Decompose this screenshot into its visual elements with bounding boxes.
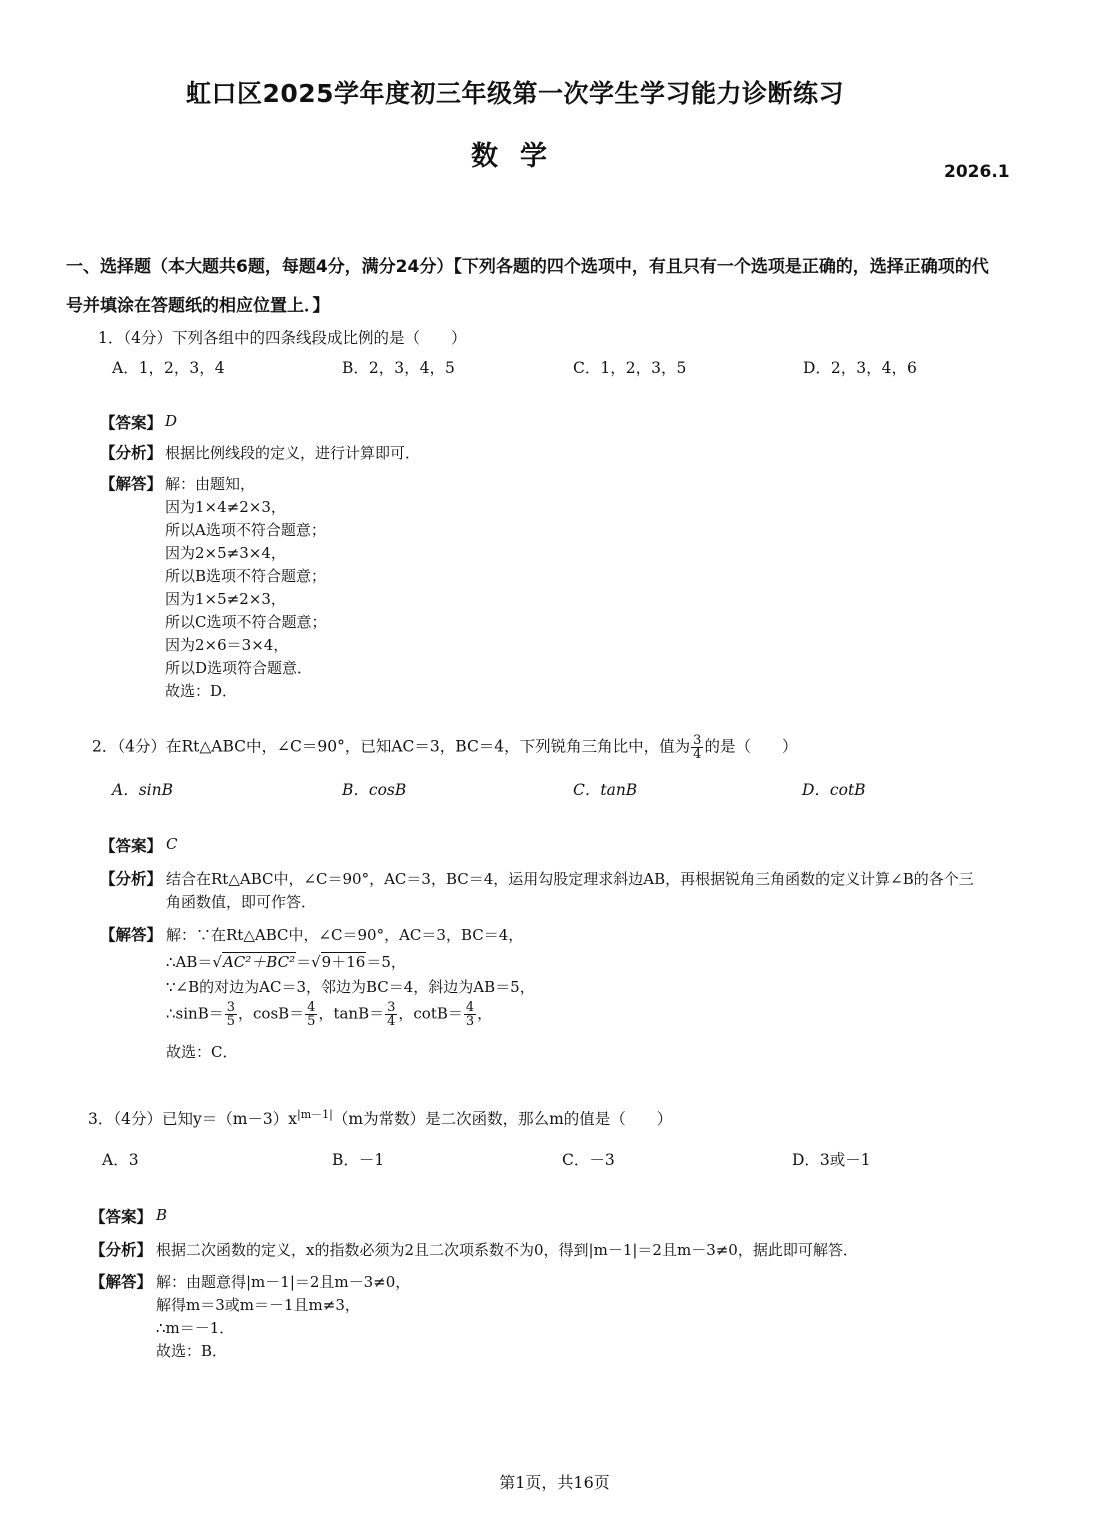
fraction-denominator: 5 — [307, 1014, 316, 1029]
q1-solution-line: 故选：D． — [165, 682, 238, 700]
q3-solution-line: 解得m＝3或m＝－1且m≠3， — [156, 1296, 360, 1314]
solution-text: ∴sinB＝ — [166, 1004, 224, 1023]
q2-stem-tail: 的是（ ） — [704, 737, 798, 756]
page-number: 第1页，共16页 — [499, 1473, 610, 1492]
q3-analysis-label: 【分析】 — [90, 1241, 153, 1259]
q3-analysis-text: 根据二次函数的定义，x的指数必须为2且二次项系数不为0，得到|m－1|＝2且m－3≠0，据此即可解答． — [156, 1241, 858, 1259]
q2-option-d: D．cotB — [802, 781, 866, 799]
solution-text: ＝5， — [366, 953, 406, 971]
q1-solution-line: 所以C选项不符合题意； — [165, 613, 327, 631]
solution-text: ＝ — [296, 953, 312, 971]
q1-analysis-text: 根据比例线段的定义，进行计算即可． — [165, 444, 421, 462]
q2-stem — [92, 734, 797, 761]
q2-solution-line: ∵∠B的对边为AC＝3，邻边为BC＝4，斜边为AB＝5， — [166, 978, 535, 996]
q2-analysis-label: 【分析】 — [100, 870, 163, 888]
fraction-numerator: 3 — [226, 1000, 236, 1015]
q1-solution-line: 因为2×5≠3×4， — [165, 544, 286, 562]
q2-answer-label: 【答案】 — [100, 837, 163, 855]
q1-solution-line: 所以D选项符合题意． — [165, 659, 313, 677]
section-heading-line1: 一、选择题（本大题共6题，每题4分，满分24分）【下列各题的四个选项中，有且只有一个选项是正确的，选择正确项的代 — [66, 257, 989, 277]
q1-answer-label: 【答案】 — [100, 414, 163, 432]
q3-solution-line: ∴m＝－1． — [156, 1319, 235, 1337]
q3-option-d: D．3或－1 — [792, 1151, 871, 1169]
fraction-denominator: 5 — [226, 1014, 236, 1029]
q2-analysis-line2: 角函数值，即可作答． — [166, 893, 317, 911]
q1-solution-line: 所以B选项不符合题意； — [165, 567, 327, 585]
q2-analysis-line1: 结合在Rt△ABC中，∠C＝90°，AC＝3，BC＝4，运用勾股定理求斜边AB，再根据锐角三角函数的定义计算∠B的各个三 — [166, 870, 974, 888]
q2-stem-text: 2．（4分）在Rt△ABC中，∠C＝90°，已知AC＝3，BC＝4，下列锐角三角比中，值为 — [92, 737, 691, 756]
q1-option-d: D．2，3，4，6 — [803, 359, 917, 377]
solution-text: ，cosB＝ — [238, 1004, 305, 1023]
q1-answer-value: D — [165, 412, 178, 430]
q3-exponent: |m－1| — [297, 1108, 333, 1121]
fraction — [305, 1001, 317, 1028]
radicand: AC²＋BC² — [222, 953, 296, 971]
q2-option-c: C．tanB — [573, 781, 638, 799]
q1-solution-line: 因为2×6＝3×4， — [165, 636, 289, 654]
q2-option-b: B．cosB — [342, 781, 407, 799]
q3-answer-value: B — [156, 1206, 168, 1224]
solution-text: ，tanB＝ — [318, 1004, 385, 1023]
q1-solution-line: 所以A选项不符合题意； — [165, 521, 326, 539]
q3-option-b: B．－1 — [332, 1151, 385, 1169]
q1-analysis-label: 【分析】 — [100, 444, 163, 462]
section-heading-line2: 号并填涂在答题纸的相应位置上．】 — [66, 296, 330, 316]
q1-solution-label: 【解答】 — [100, 475, 163, 493]
q2-answer-value: C — [166, 835, 178, 853]
q2-solution-label: 【解答】 — [100, 926, 163, 944]
exam-date: 2026.1 — [944, 162, 1010, 182]
fraction-denominator: 3 — [465, 1014, 475, 1029]
q3-stem-text: 3．（4分）已知y＝（m－3）x — [88, 1110, 298, 1129]
q3-option-a: A．3 — [102, 1151, 139, 1169]
sqrt-icon: √ — [212, 953, 222, 971]
sqrt-icon: √ — [311, 953, 321, 971]
q2-solution-line — [166, 951, 406, 972]
fraction-denominator: 4 — [387, 1014, 396, 1029]
q2-stem-fraction — [691, 734, 703, 761]
fraction — [464, 1001, 476, 1028]
q3-answer-label: 【答案】 — [90, 1208, 153, 1226]
fraction-denominator: 4 — [693, 747, 702, 762]
fraction-numerator: 4 — [307, 1000, 316, 1015]
solution-text: ， — [477, 1004, 493, 1023]
fraction-numerator: 3 — [387, 1000, 396, 1015]
q1-option-b: B．2，3，4，5 — [342, 359, 455, 377]
q1-solution-line: 解：由题知， — [165, 475, 256, 493]
radicand: 9＋16 — [321, 953, 366, 971]
q2-solution-line — [166, 1001, 492, 1028]
fraction — [385, 1001, 397, 1028]
q3-stem — [88, 1106, 672, 1129]
solution-text: ∴AB＝ — [166, 953, 213, 971]
fraction-numerator: 4 — [465, 1000, 475, 1015]
q3-solution-line: 故选：B． — [156, 1342, 228, 1360]
q2-option-a: A．sinB — [112, 781, 173, 799]
q2-solution-line: 故选：C． — [166, 1043, 238, 1061]
q1-option-c: C．1，2，3，5 — [573, 359, 687, 377]
q1-option-a: A．1，2，3，4 — [112, 359, 225, 377]
q3-stem-tail: （m为常数）是二次函数，那么m的值是（ ） — [332, 1110, 673, 1129]
q1-solution-line: 因为1×5≠2×3， — [165, 590, 286, 608]
solution-text: ，cotB＝ — [398, 1004, 463, 1023]
q1-stem: 1．（4分）下列各组中的四条线段成比例的是（ ） — [98, 329, 467, 347]
fraction — [225, 1001, 237, 1028]
q2-solution-line: 解：∵在Rt△ABC中，∠C＝90°，AC＝3，BC＝4， — [166, 926, 524, 944]
subject-title: 数学 — [471, 141, 569, 172]
q1-solution-line: 因为1×4≠2×3， — [165, 498, 286, 516]
q3-solution-line: 解：由题意得|m－1|＝2且m－3≠0， — [156, 1273, 411, 1291]
q3-option-c: C．－3 — [562, 1151, 615, 1169]
q3-solution-label: 【解答】 — [90, 1273, 153, 1291]
fraction-numerator: 3 — [693, 733, 702, 748]
document-title: 虹口区2025学年度初三年级第一次学生学习能力诊断练习 — [185, 79, 845, 108]
